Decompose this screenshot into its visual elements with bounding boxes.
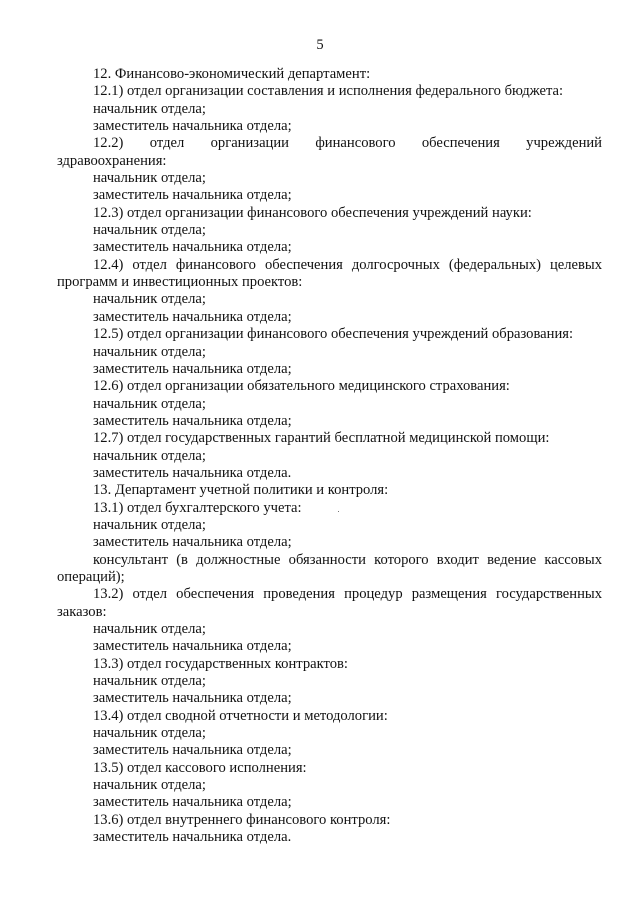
document-line: заместитель начальника отдела; — [93, 742, 292, 759]
document-line: начальник отдела; — [93, 343, 206, 360]
document-line: 12.1) отдел организации составления и исполнения федерального бюджета: — [93, 83, 564, 100]
document-line: 13.6) отдел внутреннего финансового контроля: — [93, 811, 391, 828]
document-line: 13.3) отдел государственных контрактов: — [93, 655, 348, 672]
document-line: заместитель начальника отдела; — [93, 638, 292, 655]
document-line: 13.4) отдел сводной отчетности и методологии: — [93, 707, 388, 724]
document-body — [57, 66, 602, 846]
document-line: заместитель начальника отдела; — [93, 534, 292, 551]
document-line: 13.5) отдел кассового исполнения: — [93, 759, 307, 776]
document-line: 12.5) отдел организации финансового обеспечения учреждений образования: — [93, 326, 574, 343]
document-line: 13. Департамент учетной политики и контроля: — [93, 482, 389, 499]
document-line: операций); — [57, 568, 125, 585]
document-line: 12.6) отдел организации обязательного медицинского страхования: — [93, 378, 510, 395]
document-line: 13.1) отдел бухгалтерского учета: — [93, 499, 302, 516]
document-line: заместитель начальника отдела. — [93, 464, 292, 481]
document-line: начальник отдела; — [93, 291, 206, 308]
document-line: начальник отдела; — [93, 725, 206, 742]
document-line: заместитель начальника отдела; — [93, 690, 292, 707]
document-line: начальник отдела; — [93, 170, 206, 187]
document-line: заместитель начальника отдела; — [93, 118, 292, 135]
document-line: заместитель начальника отдела; — [93, 360, 292, 377]
page-number: 5 — [316, 37, 324, 53]
document-line: здравоохранения: — [57, 152, 167, 169]
document-line: начальник отдела; — [93, 222, 206, 239]
document-line: заказов: — [57, 603, 107, 620]
document-line: заместитель начальника отдела; — [93, 412, 292, 429]
document-line: начальник отдела; — [93, 516, 206, 533]
document-line: 12.2) отдел организации финансового обеспечения учреждений — [93, 135, 602, 152]
document-line: заместитель начальника отдела; — [93, 308, 292, 325]
document-line: начальник отдела; — [93, 100, 206, 117]
document-line: начальник отдела; — [93, 673, 206, 690]
document-line: 12.4) отдел финансового обеспечения долгосрочных (федеральных) целевых — [93, 256, 602, 273]
document-line: заместитель начальника отдела; — [93, 187, 292, 204]
document-line: 12. Финансово-экономический департамент: — [93, 66, 371, 82]
document-line: заместитель начальника отдела; — [93, 239, 292, 256]
document-line: начальник отдела; — [93, 621, 206, 637]
document-line: начальник отдела; — [93, 395, 206, 412]
document-line: начальник отдела; — [93, 447, 206, 464]
document-line: начальник отдела; — [93, 777, 206, 794]
document-line: заместитель начальника отдела; — [93, 794, 292, 811]
document-line: 12.3) отдел организации финансового обеспечения учреждений науки: — [93, 204, 532, 221]
document-line: программ и инвестиционных проектов: — [57, 274, 303, 291]
document-line: заместитель начальника отдела. — [93, 829, 292, 846]
document-line: 13.2) отдел обеспечения проведения процедур размещения государственных — [93, 586, 602, 603]
document-line: 12.7) отдел государственных гарантий бесплатной медицинской помощи: — [93, 430, 550, 447]
document-line: консультант (в должностные обязанности которого входит ведение кассовых — [93, 551, 602, 568]
scan-speck — [338, 511, 339, 512]
